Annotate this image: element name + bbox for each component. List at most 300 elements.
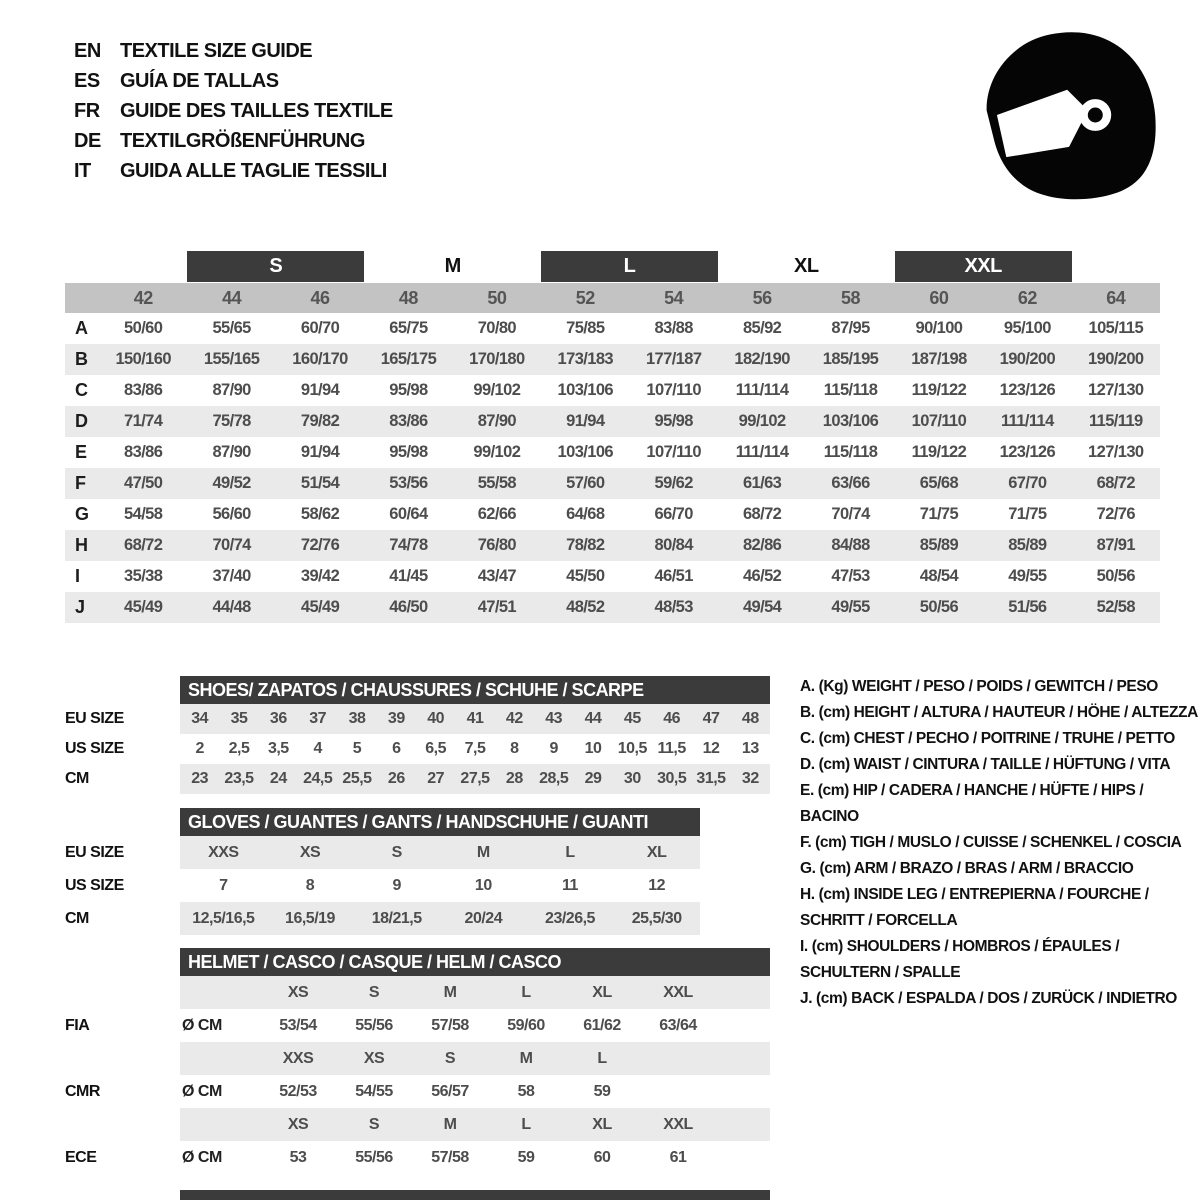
numeric-size: 50	[487, 287, 507, 308]
size-value: 54/58	[124, 505, 163, 523]
helmet-size-value: XXL	[663, 983, 693, 1001]
size-value: 72/76	[300, 536, 340, 554]
size-value: 71/75	[1008, 505, 1047, 523]
shoe-size-value: 8	[510, 740, 519, 757]
size-value: 80/84	[654, 536, 693, 554]
size-value: 79/82	[300, 412, 340, 430]
size-value: 103/106	[822, 412, 879, 430]
measurement-legend-item: D. (cm) WAIST / CINTURA / TAILLE / HÜFTUNG / VITA	[800, 756, 1171, 773]
guide-title: GUÍA DE TALLAS	[120, 69, 279, 92]
size-value: 111/114	[1001, 412, 1054, 430]
size-value: 49/55	[1008, 567, 1047, 585]
diameter-unit-label: Ø CM	[182, 1082, 222, 1100]
size-value: 160/170	[292, 350, 348, 368]
size-group-label: L	[541, 251, 718, 282]
size-value: 103/106	[557, 381, 613, 399]
size-value: 170/180	[469, 350, 525, 368]
size-value: 83/86	[389, 412, 428, 430]
measurement-row	[65, 499, 1160, 530]
size-value: 95/98	[389, 381, 428, 399]
glove-size-value: 8	[305, 876, 315, 894]
glove-size-value: 25,5/30	[631, 909, 682, 927]
shoe-size-value: 28,5	[539, 770, 569, 787]
gloves-row	[65, 902, 700, 935]
size-value: 61/63	[742, 474, 782, 492]
numeric-size: 46	[310, 287, 330, 308]
size-value: 83/86	[124, 443, 163, 461]
row-label: US SIZE	[65, 740, 124, 757]
row-label: EU SIZE	[65, 843, 124, 861]
shoes-rows	[65, 704, 770, 794]
size-value: 46/52	[742, 567, 782, 585]
shoe-size-value: 12	[702, 740, 720, 757]
language-code: ES	[74, 69, 100, 92]
measurement-row	[65, 313, 1160, 344]
shoe-size-value: 46	[663, 710, 681, 727]
size-value: 76/80	[477, 536, 517, 554]
language-row	[74, 66, 393, 96]
size-value: 127/130	[1088, 443, 1144, 461]
size-value: 56/60	[212, 505, 251, 523]
helmet-row-values	[180, 1009, 770, 1042]
truncated-section-bar	[180, 1190, 770, 1200]
glove-size-value: 7	[219, 876, 228, 894]
measurement-legend-item: B. (cm) HEIGHT / ALTURA / HAUTEUR / HÖHE / ALTEZZA	[800, 704, 1198, 721]
row-letter: G	[75, 504, 90, 524]
shoes-size-table	[65, 676, 770, 794]
helmet-row-values	[180, 1042, 770, 1075]
language-code: FR	[74, 99, 100, 122]
helmet-size-table	[65, 948, 770, 1174]
gloves-row-values	[180, 836, 700, 869]
size-value: 58/62	[300, 505, 340, 523]
size-value: 64/68	[566, 505, 605, 523]
helmet-row-values	[180, 1075, 770, 1108]
helmet-size-value: M	[443, 1115, 457, 1133]
guide-title: GUIDE DES TAILLES TEXTILE	[120, 99, 393, 122]
size-value: 48/53	[654, 598, 693, 616]
standard-label: FIA	[65, 1016, 90, 1034]
size-value: 87/90	[477, 412, 517, 430]
measurement-row	[65, 592, 1160, 623]
size-value: 99/102	[473, 381, 521, 399]
shoe-size-value: 2,5	[228, 740, 250, 757]
size-value: 190/200	[1088, 350, 1144, 368]
standard-label	[65, 1108, 180, 1141]
shoe-size-value: 48	[741, 710, 759, 727]
numeric-size: 42	[133, 287, 153, 308]
shoe-size-value: 40	[427, 710, 445, 727]
size-value: 70/74	[212, 536, 251, 554]
row-letter: C	[75, 380, 88, 400]
measurement-legend-item: G. (cm) ARM / BRAZO / BRAS / ARM / BRACCIO	[800, 860, 1134, 877]
size-value: 44/48	[212, 598, 251, 616]
size-value: 85/92	[742, 319, 782, 337]
glove-size-value: M	[476, 843, 490, 861]
numeric-size: 56	[752, 287, 772, 308]
shoe-size-value: 3,5	[267, 740, 289, 757]
helmet-size-value: 56/57	[431, 1082, 469, 1100]
standard-label	[65, 1042, 180, 1075]
size-value: 68/72	[124, 536, 163, 554]
language-code: EN	[74, 39, 101, 62]
gloves-size-table	[65, 808, 700, 935]
shoe-size-value: 39	[387, 710, 405, 727]
size-value: 60/64	[389, 505, 428, 523]
helmet-size-value: M	[443, 983, 457, 1001]
helmet-size-value: XL	[592, 983, 612, 1001]
shoe-size-value: 37	[309, 710, 327, 727]
size-value: 177/187	[645, 350, 702, 368]
size-group-label: M	[444, 255, 461, 277]
size-value: 190/200	[999, 350, 1056, 368]
size-value: 41/45	[389, 567, 428, 585]
row-label: CM	[65, 909, 89, 927]
size-value: 111/114	[735, 443, 789, 461]
helmet-size-value: XXL	[663, 1115, 693, 1133]
glove-size-value: XS	[299, 843, 321, 861]
size-value: 103/106	[557, 443, 613, 461]
shoe-size-value: 23,5	[224, 770, 254, 787]
row-letter: J	[75, 597, 86, 617]
shoe-size-value: 24	[269, 770, 287, 787]
shoe-size-value: 9	[549, 740, 558, 757]
size-value: 115/118	[823, 443, 878, 461]
row-letter: B	[75, 349, 88, 369]
shoe-size-value: 43	[545, 710, 563, 727]
measurement-row	[65, 561, 1160, 592]
size-value: 45/49	[300, 598, 340, 616]
size-value: 45/49	[124, 598, 163, 616]
helmet-size-value: 60	[593, 1148, 611, 1166]
glove-size-value: XXS	[208, 843, 239, 861]
shoes-row-values	[180, 734, 770, 764]
size-value: 84/88	[831, 536, 870, 554]
helmet-size-value: 59/60	[507, 1016, 545, 1034]
standard-label: ECE	[65, 1148, 97, 1166]
shoe-size-value: 27,5	[460, 770, 490, 787]
measurement-legend	[800, 674, 1200, 1012]
glove-size-value: S	[391, 843, 402, 861]
shoe-size-value: 42	[505, 710, 523, 727]
helmet-row	[65, 1042, 770, 1075]
gloves-row-values	[180, 902, 700, 935]
size-value: 107/110	[911, 412, 967, 430]
helmet-size-value: L	[521, 983, 531, 1001]
helmet-size-value: XS	[287, 983, 309, 1001]
shoe-size-value: 23	[191, 770, 209, 787]
measurement-row	[65, 406, 1160, 437]
size-value: 87/95	[831, 319, 870, 337]
language-row	[74, 156, 393, 186]
size-value: 150/160	[115, 350, 171, 368]
row-label: US SIZE	[65, 876, 124, 894]
size-value: 55/65	[212, 319, 251, 337]
measurement-legend-item: F. (cm) TIGH / MUSLO / CUISSE / SCHENKEL / COSCIA	[800, 834, 1182, 851]
size-value: 78/82	[566, 536, 605, 554]
numeric-size: 54	[664, 287, 684, 308]
size-value: 37/40	[212, 567, 251, 585]
size-value: 90/100	[915, 319, 963, 337]
size-value: 35/38	[124, 567, 163, 585]
gloves-table-title: GLOVES / GUANTES / GANTS / HANDSCHUHE / GUANTI	[180, 808, 700, 836]
numeric-size: 44	[222, 287, 242, 308]
helmet-row	[65, 1009, 770, 1042]
measurement-row	[65, 437, 1160, 468]
measurement-legend-item: H. (cm) INSIDE LEG / ENTREPIERNA / FOURCHE / SCHRITT / FORCELLA	[800, 886, 1149, 929]
size-value: 99/102	[738, 412, 786, 430]
standard-label: CMR	[65, 1082, 100, 1100]
diameter-unit-label: Ø CM	[182, 1016, 222, 1034]
size-value: 49/52	[212, 474, 251, 492]
size-value: 119/122	[911, 381, 967, 399]
gloves-row	[65, 869, 700, 902]
size-value: 83/88	[654, 319, 693, 337]
helmet-size-value: 61	[669, 1148, 687, 1166]
size-value: 46/51	[654, 567, 693, 585]
shoe-size-value: 11,5	[657, 740, 686, 757]
size-group-label: S	[187, 251, 364, 282]
shoe-size-value: 10,5	[617, 740, 647, 757]
size-value: 49/55	[831, 598, 870, 616]
size-value: 63/66	[831, 474, 870, 492]
measurement-rows	[65, 313, 1160, 623]
glove-size-value: XL	[646, 843, 667, 861]
size-value: 85/89	[919, 536, 959, 554]
measurement-row	[65, 530, 1160, 561]
size-value: 57/60	[566, 474, 605, 492]
guide-title: TEXTILE SIZE GUIDE	[120, 39, 313, 62]
shoes-row	[65, 704, 770, 734]
row-label: CM	[65, 770, 89, 787]
size-value: 71/75	[919, 505, 959, 523]
language-row	[74, 96, 393, 126]
size-value: 60/70	[300, 319, 340, 337]
helmet-table-title: HELMET / CASCO / CASQUE / HELM / CASCO	[180, 948, 770, 976]
helmet-rows	[65, 976, 770, 1174]
shoe-size-value: 24,5	[303, 770, 333, 787]
numeric-size: 64	[1106, 287, 1126, 308]
shoe-size-value: 31,5	[696, 770, 726, 787]
glove-size-value: 10	[474, 876, 492, 894]
size-value: 75/78	[212, 412, 251, 430]
size-value: 39/42	[300, 567, 340, 585]
size-value: 53/56	[389, 474, 428, 492]
size-value: 50/56	[919, 598, 959, 616]
shoe-size-value: 5	[352, 740, 362, 757]
numeric-size: 48	[398, 287, 418, 308]
language-title-list	[74, 36, 393, 186]
size-value: 65/68	[919, 474, 959, 492]
row-letter: E	[75, 442, 88, 462]
size-value: 68/72	[1096, 474, 1135, 492]
helmet-size-value: 52/53	[279, 1082, 317, 1100]
helmet-size-value: XS	[363, 1049, 385, 1067]
glove-size-value: 11	[562, 876, 578, 894]
helmet-row-values	[180, 976, 770, 1009]
size-value: 55/58	[477, 474, 517, 492]
size-group-label: XL	[794, 255, 819, 277]
row-letter: D	[75, 411, 88, 431]
size-value: 45/50	[566, 567, 605, 585]
helmet-size-value: 61/62	[583, 1016, 621, 1034]
shoe-size-value: 7,5	[464, 740, 486, 757]
helmet-size-value: XL	[592, 1115, 612, 1133]
size-value: 48/54	[919, 567, 959, 585]
size-value: 105/115	[1088, 319, 1144, 337]
helmet-size-value: 58	[517, 1082, 535, 1100]
helmet-row	[65, 976, 770, 1009]
size-value: 87/91	[1096, 536, 1135, 554]
shoe-size-value: 30,5	[657, 770, 687, 787]
numeric-size: 58	[841, 287, 861, 308]
glove-size-value: 16,5/19	[285, 909, 335, 927]
size-value: 123/126	[999, 443, 1056, 461]
size-value: 107/110	[646, 443, 701, 461]
row-letter: F	[75, 473, 86, 493]
numeric-size: 52	[575, 287, 595, 308]
shoe-size-value: 4	[313, 740, 322, 757]
size-value: 119/122	[911, 443, 967, 461]
racing-helmet-icon	[975, 26, 1165, 204]
shoe-size-value: 32	[741, 770, 759, 787]
numeric-size-row	[65, 283, 1160, 313]
helmet-row-values	[180, 1108, 770, 1141]
shoe-size-value: 30	[623, 770, 641, 787]
size-value: 165/175	[380, 350, 437, 368]
size-value: 49/54	[742, 598, 782, 616]
size-value: 155/165	[203, 350, 260, 368]
measurement-legend-item: J. (cm) BACK / ESPALDA / DOS / ZURÜCK / INDIETRO	[800, 990, 1177, 1007]
textile-size-table	[65, 251, 1160, 623]
size-value: 87/90	[212, 443, 251, 461]
size-value: 52/58	[1096, 598, 1135, 616]
helmet-size-value: 59	[517, 1148, 535, 1166]
size-value: 65/75	[389, 319, 428, 337]
shoe-size-value: 41	[466, 710, 484, 727]
helmet-size-value: S	[368, 1115, 380, 1133]
size-value: 72/76	[1096, 505, 1135, 523]
helmet-size-value: 55/56	[355, 1016, 393, 1034]
size-value: 62/66	[477, 505, 517, 523]
size-value: 68/72	[742, 505, 782, 523]
helmet-size-value: 57/58	[431, 1148, 469, 1166]
shoe-size-value: 35	[230, 710, 248, 727]
shoe-size-value: 29	[584, 770, 602, 787]
size-value: 87/90	[212, 381, 251, 399]
guide-title: TEXTILGRÖßENFÜHRUNG	[120, 129, 365, 152]
size-value: 95/98	[654, 412, 693, 430]
measurement-legend-item: A. (Kg) WEIGHT / PESO / POIDS / GEWITCH / PESO	[800, 678, 1158, 695]
size-value: 127/130	[1088, 381, 1144, 399]
measurement-legend-item: E. (cm) HIP / CADERA / HANCHE / HÜFTE / HIPS / BACINO	[800, 782, 1144, 825]
helmet-size-value: 53	[289, 1148, 307, 1166]
shoe-size-value: 26	[387, 770, 405, 787]
numeric-size: 60	[929, 287, 949, 308]
helmet-size-value: L	[597, 1049, 607, 1067]
size-value: 59/62	[654, 474, 693, 492]
measurement-row	[65, 468, 1160, 499]
size-value: 107/110	[646, 381, 701, 399]
size-value: 185/195	[822, 350, 879, 368]
measurement-row	[65, 375, 1160, 406]
row-label: EU SIZE	[65, 710, 124, 727]
size-value: 91/94	[300, 381, 340, 399]
helmet-size-value: 59	[593, 1082, 611, 1100]
shoes-row	[65, 764, 770, 794]
size-value: 187/198	[911, 350, 967, 368]
helmet-row	[65, 1108, 770, 1141]
helmet-size-value: XXS	[282, 1049, 314, 1067]
helmet-size-value: S	[444, 1049, 456, 1067]
helmet-size-value: 53/54	[279, 1016, 317, 1034]
size-value: 70/74	[831, 505, 870, 523]
glove-size-value: 9	[392, 876, 401, 894]
size-value: 173/183	[557, 350, 613, 368]
row-letter: A	[75, 318, 88, 338]
size-value: 83/86	[124, 381, 163, 399]
shoes-table-title: SHOES/ ZAPATOS / CHAUSSURES / SCHUHE / SCARPE	[180, 676, 770, 704]
helmet-size-value: XS	[287, 1115, 309, 1133]
helmet-size-value: L	[521, 1115, 531, 1133]
size-value: 51/56	[1008, 598, 1047, 616]
size-value: 51/54	[300, 474, 340, 492]
size-value: 47/51	[477, 598, 517, 616]
helmet-size-value: 55/56	[355, 1148, 393, 1166]
measurement-legend-item: C. (cm) CHEST / PECHO / POITRINE / TRUHE / PETTO	[800, 730, 1175, 747]
size-value: 123/126	[999, 381, 1056, 399]
helmet-row	[65, 1075, 770, 1108]
size-value: 50/56	[1096, 567, 1135, 585]
standard-label	[65, 976, 180, 1009]
helmet-row-values	[180, 1141, 770, 1174]
measurement-legend-item: I. (cm) SHOULDERS / HOMBROS / ÉPAULES / SCHULTERN / SPALLE	[800, 938, 1120, 981]
gloves-row-values	[180, 869, 700, 902]
size-value: 85/89	[1008, 536, 1047, 554]
shoes-row-values	[180, 764, 770, 794]
size-value: 71/74	[124, 412, 163, 430]
size-value: 75/85	[566, 319, 605, 337]
helmet-size-value: M	[519, 1049, 533, 1067]
language-code: IT	[74, 159, 91, 182]
shoe-size-value: 6	[392, 740, 401, 757]
shoe-size-value: 44	[584, 710, 602, 727]
glove-size-value: 12,5/16,5	[192, 909, 255, 927]
row-letter: I	[75, 566, 81, 586]
glove-size-value: 18/21,5	[371, 909, 422, 927]
size-value: 70/80	[477, 319, 517, 337]
shoe-size-value: 27	[427, 770, 445, 787]
size-value: 47/53	[831, 567, 870, 585]
shoe-size-value: 28	[505, 770, 523, 787]
glove-size-value: 12	[648, 876, 666, 894]
shoe-size-value: 36	[269, 710, 287, 727]
shoe-size-value: 13	[741, 740, 759, 757]
size-value: 115/119	[1088, 412, 1143, 430]
helmet-size-value: 63/64	[659, 1016, 697, 1034]
shoe-size-value: 45	[623, 710, 641, 727]
size-value: 46/50	[389, 598, 428, 616]
row-letter: H	[75, 535, 88, 555]
glove-size-value: 20/24	[464, 909, 503, 927]
helmet-row	[65, 1141, 770, 1174]
shoe-size-value: 25,5	[342, 770, 372, 787]
size-value: 82/86	[742, 536, 782, 554]
language-row	[74, 36, 393, 66]
helmet-size-value: 54/55	[355, 1082, 393, 1100]
size-value: 67/70	[1008, 474, 1047, 492]
shoe-size-value: 2	[195, 740, 204, 757]
